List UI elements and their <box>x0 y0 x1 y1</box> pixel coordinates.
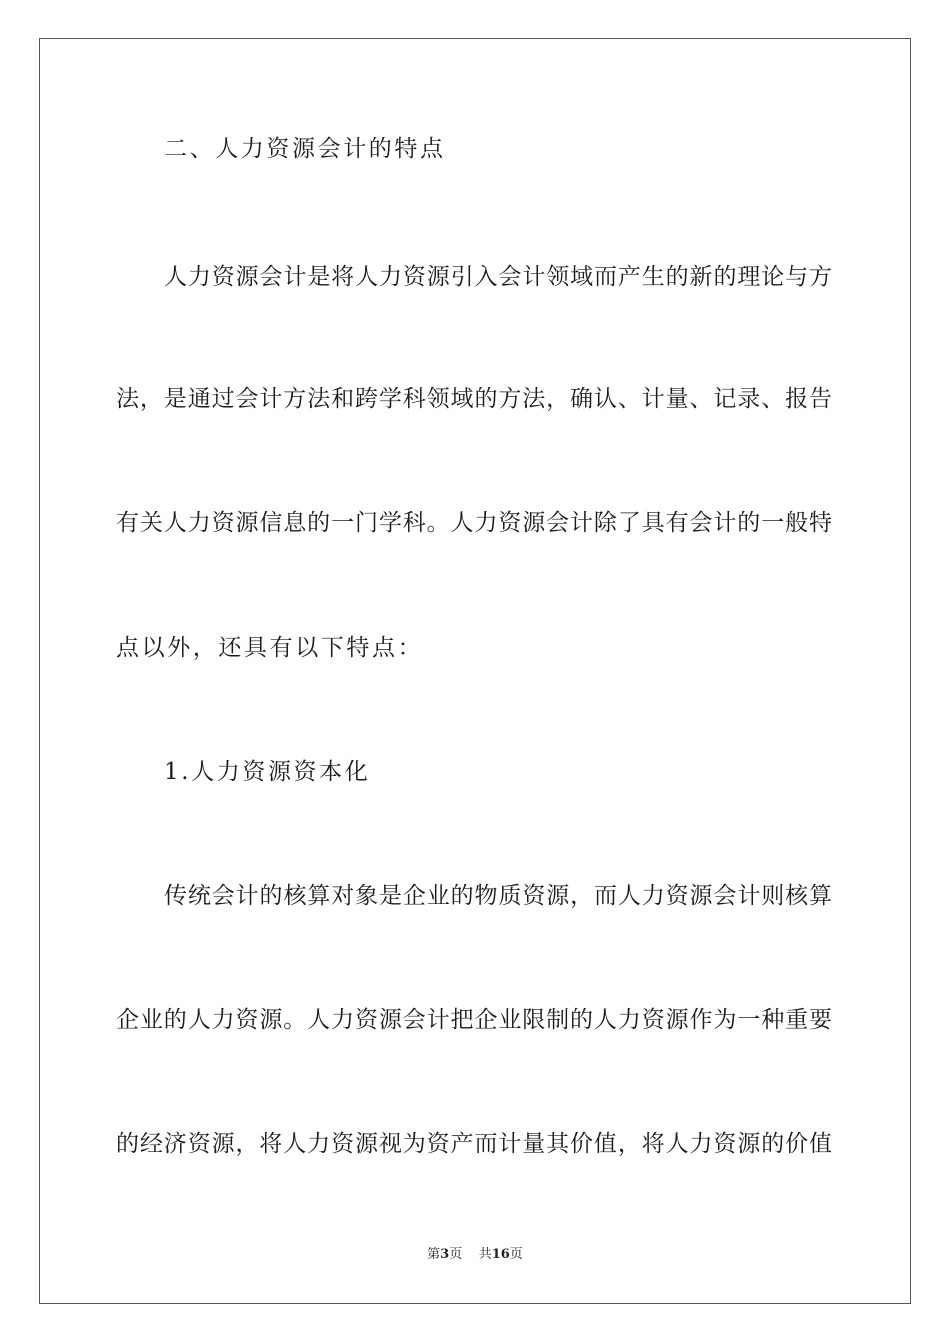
paragraph-line: 企业的人力资源。人力资源会计把企业限制的人力资源作为一种重要 <box>116 1007 832 1033</box>
sub-heading: 1.人力资源资本化 <box>164 759 371 785</box>
total-suffix: 页 <box>509 1247 523 1262</box>
page-number: 3 <box>440 1247 450 1262</box>
paragraph-line: 有关人力资源信息的一门学科。人力资源会计除了具有会计的一般特 <box>116 510 832 536</box>
page-suffix: 页 <box>449 1247 463 1262</box>
paragraph-line: 点以外，还具有以下特点： <box>116 635 424 661</box>
paragraph-line: 人力资源会计是将人力资源引入会计领域而产生的新的理论与方 <box>164 264 832 290</box>
paragraph-line: 的经济资源，将人力资源视为资产而计量其价值，将人力资源的价值 <box>116 1131 832 1157</box>
total-pages: 16 <box>491 1247 510 1262</box>
paragraph-line: 传统会计的核算对象是企业的物质资源，而人力资源会计则核算 <box>164 883 832 909</box>
section-heading: 二、人力资源会计的特点 <box>164 136 446 162</box>
paragraph-line: 法，是通过会计方法和跨学科领域的方法，确认、计量、记录、报告 <box>116 386 832 412</box>
page-prefix: 第 <box>427 1247 441 1262</box>
total-prefix: 共 <box>478 1247 492 1262</box>
page-footer <box>0 1246 950 1264</box>
page-frame <box>39 38 911 1304</box>
